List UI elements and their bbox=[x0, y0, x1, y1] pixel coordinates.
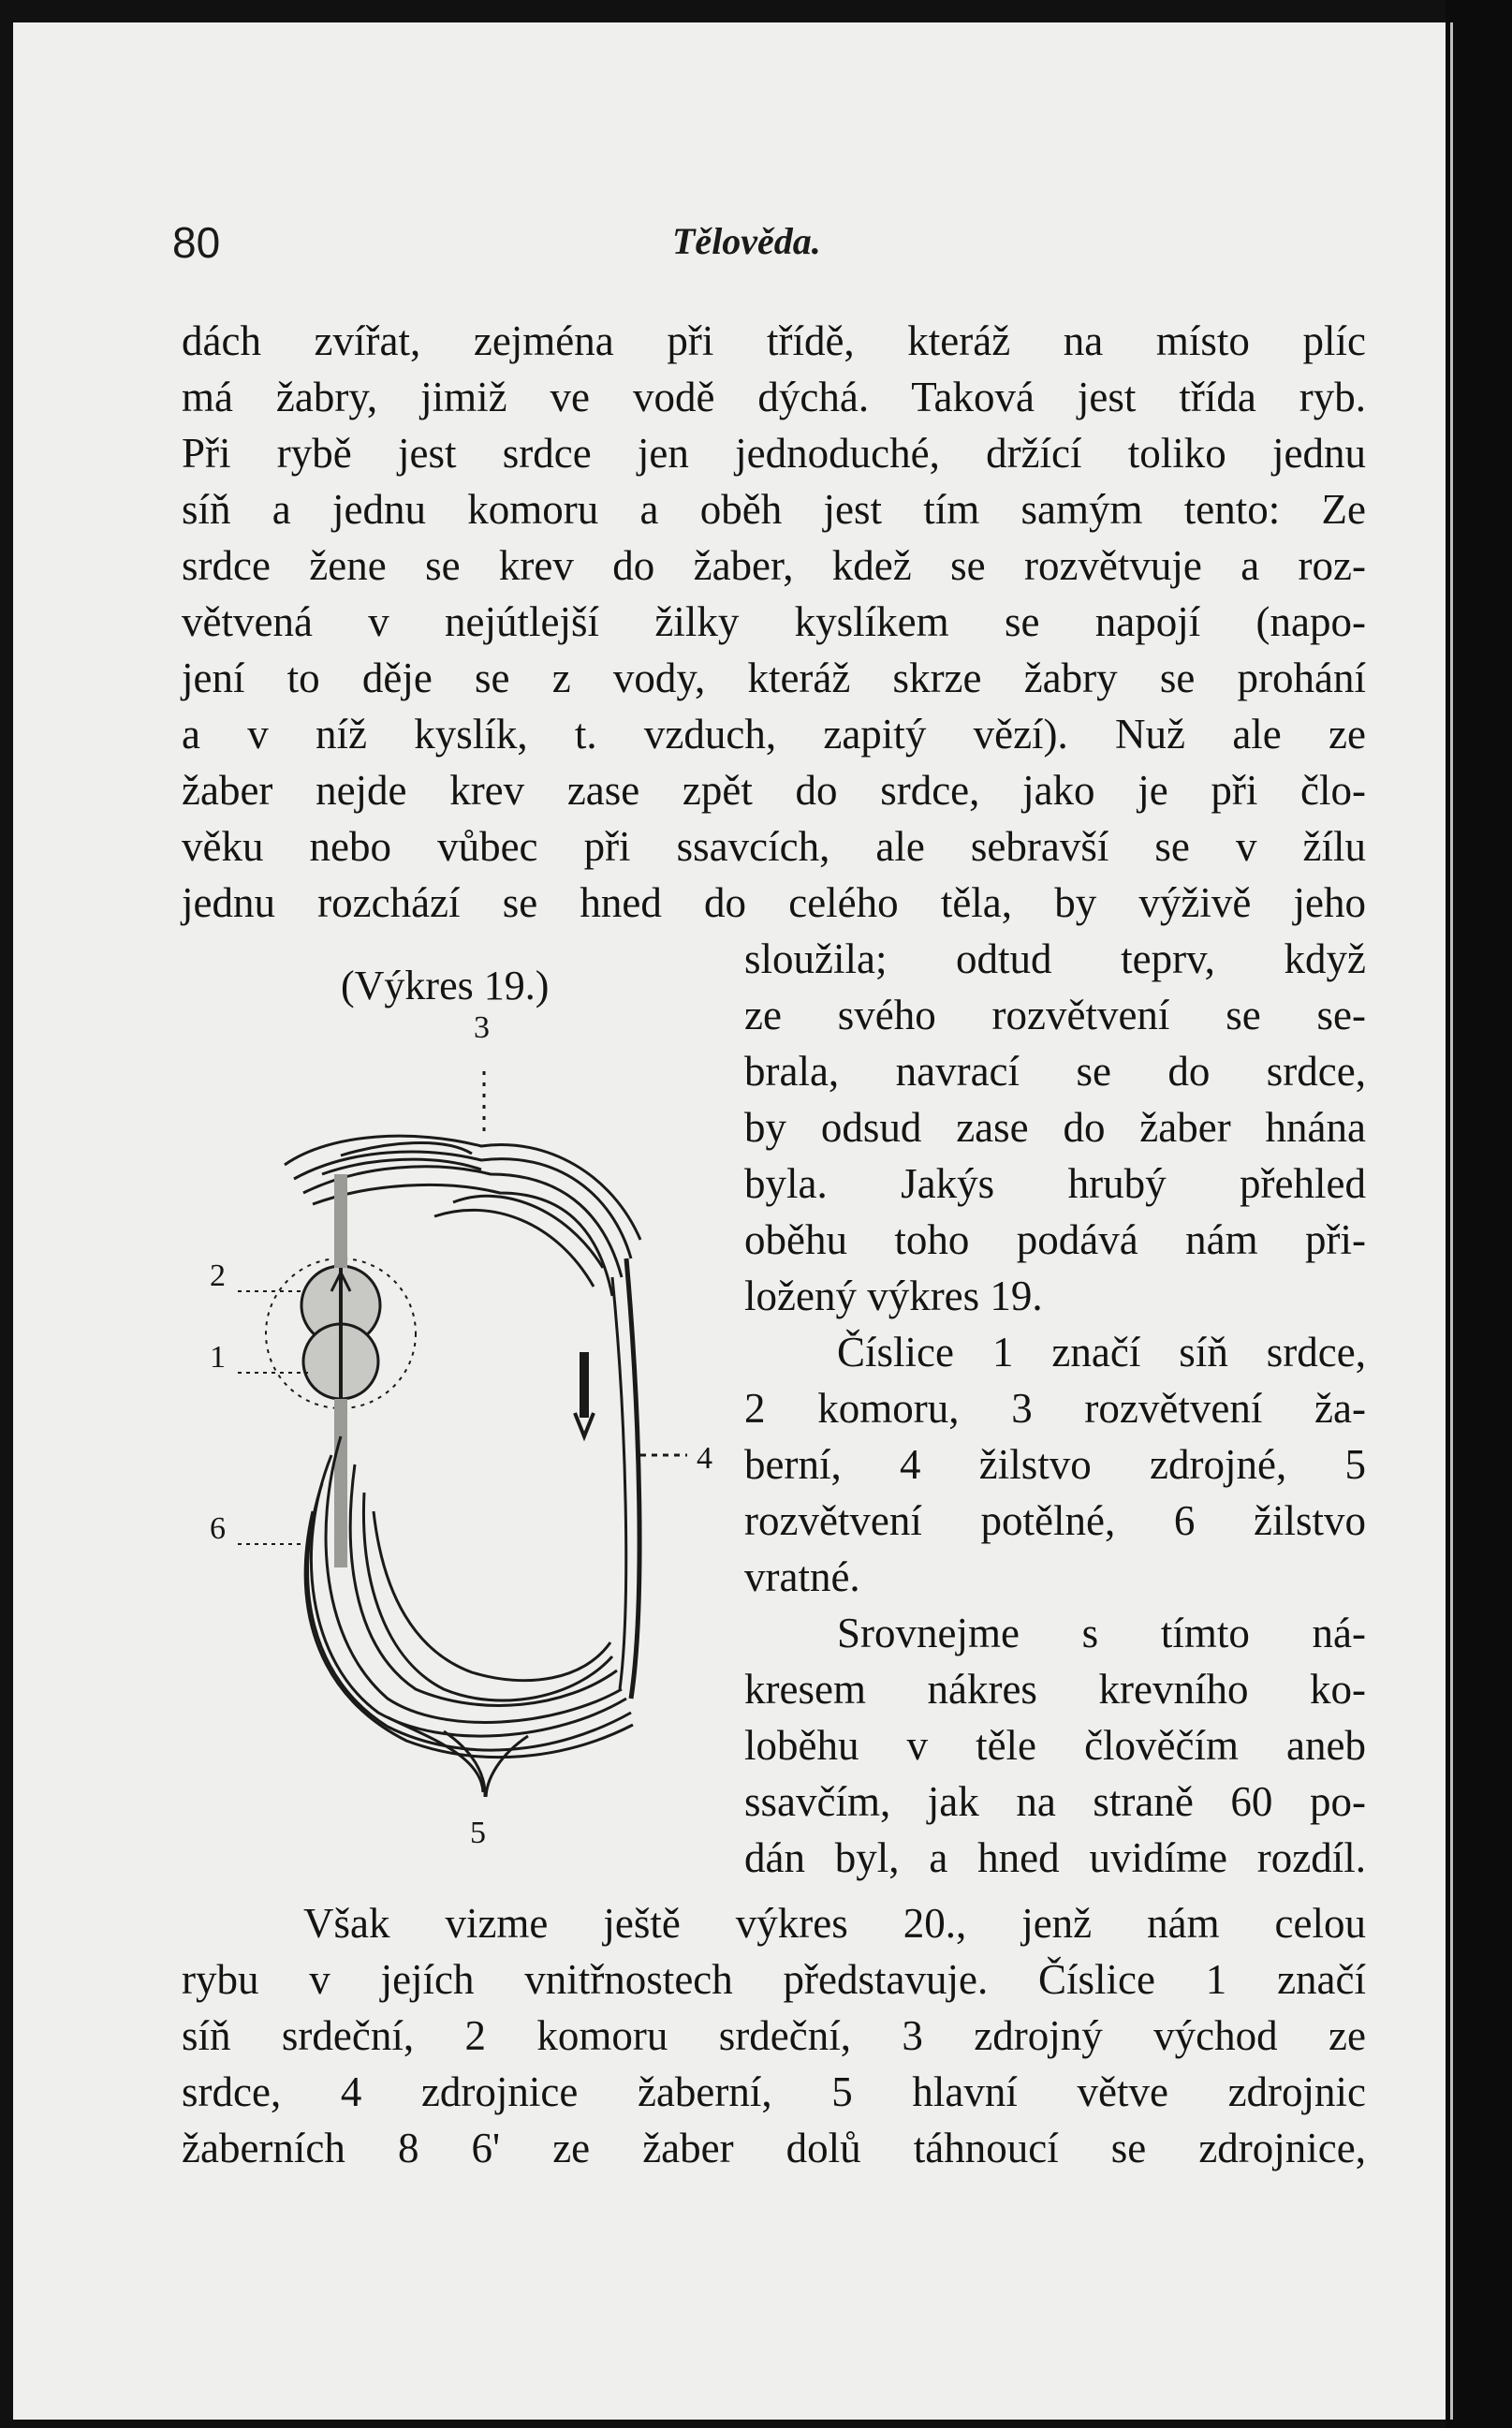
page-number: 80 bbox=[172, 218, 221, 267]
figure-label-4: 4 bbox=[697, 1441, 712, 1476]
body-branching bbox=[305, 1436, 633, 1797]
text-line: byla. Jakýs hrubý přehled bbox=[744, 1160, 1366, 1207]
figure-label-1: 1 bbox=[210, 1340, 226, 1375]
text-line: dách zvířat, zejména při třídě, kteráž na místo plíc bbox=[182, 317, 1366, 364]
text-line: Však vizme ještě výkres 20., jenž nám celou bbox=[303, 1900, 1366, 1947]
text-line: sloužila; odtud teprv, když bbox=[744, 935, 1366, 982]
dorsal-vessel bbox=[626, 1258, 639, 1699]
figure-label-6: 6 bbox=[210, 1511, 226, 1546]
text-line: kresem nákres krevního ko- bbox=[744, 1666, 1366, 1713]
running-title: Tělověda. bbox=[672, 220, 821, 262]
dorsal-vessel-inner bbox=[612, 1277, 626, 1689]
book-page bbox=[13, 22, 1446, 2420]
text-line: brala, navrací se do srdce, bbox=[744, 1048, 1366, 1095]
text-line: dán byl, a hned uvidíme rozdíl. bbox=[744, 1834, 1366, 1881]
page-edge-line bbox=[1450, 22, 1453, 2420]
text-line: jednu rozchází se hned do celého těla, by výživě jeho bbox=[182, 879, 1366, 926]
text-line: loběhu v těle člověčím aneb bbox=[744, 1722, 1366, 1769]
text-line: věku nebo vůbec při ssavcích, ale sebravší se v žílu bbox=[182, 823, 1366, 870]
figure-caption: (Výkres 19.) bbox=[341, 963, 550, 1008]
text-line: vratné. bbox=[744, 1553, 860, 1600]
text-line: rybu v jejích vnitřnostech představuje. Číslice 1 značí bbox=[182, 1956, 1366, 2003]
text-line: a v níž kyslík, t. vzduch, zapitý vězí). Nuž ale ze bbox=[182, 711, 1366, 758]
text-line: by odsud zase do žaber hnána bbox=[744, 1104, 1366, 1151]
figure-label-3: 3 bbox=[474, 1010, 490, 1045]
text-line: žaber nejde krev zase zpět do srdce, jako je při člo- bbox=[182, 767, 1366, 814]
text-line: berní, 4 žilstvo zdrojné, 5 bbox=[744, 1441, 1366, 1488]
text-line: síň a jednu komoru a oběh jest tím samým tento: Ze bbox=[182, 486, 1366, 533]
text-line: ložený výkres 19. bbox=[744, 1273, 1043, 1319]
text-line: síň srdeční, 2 komoru srdeční, 3 zdrojný východ ze bbox=[182, 2012, 1366, 2059]
text-line: srdce žene se krev do žaber, kdež se rozvětvuje a roz- bbox=[182, 542, 1366, 589]
figure-label-2: 2 bbox=[210, 1258, 226, 1293]
text-line: jení to děje se z vody, kteráž skrze žabry se prohání bbox=[182, 655, 1366, 701]
page-header bbox=[13, 217, 1446, 273]
text-line: ssavčím, jak na straně 60 po- bbox=[744, 1778, 1366, 1825]
text-line: srdce, 4 zdrojnice žaberní, 5 hlavní větve zdrojnic bbox=[182, 2068, 1366, 2115]
text-line: ze svého rozvětvení se se- bbox=[744, 992, 1366, 1038]
text-line: má žabry, jimiž ve vodě dýchá. Taková jest třída ryb. bbox=[182, 374, 1366, 420]
text-line: rozvětvení potělné, 6 žilstvo bbox=[744, 1497, 1366, 1544]
text-line: Číslice 1 značí síň srdce, bbox=[837, 1329, 1366, 1376]
text-line: žaberních 8 6' ze žaber dolů táhnoucí se zdrojnice, bbox=[182, 2125, 1366, 2171]
figure-label-5: 5 bbox=[470, 1816, 486, 1850]
text-line: 2 komoru, 3 rozvětvení ža- bbox=[744, 1385, 1366, 1432]
circulation-diagram bbox=[200, 1043, 687, 1811]
text-line: oběhu toho podává nám při- bbox=[744, 1216, 1366, 1263]
text-line: Srovnejme s tímto ná- bbox=[837, 1610, 1366, 1656]
scan-edge-dark bbox=[1446, 0, 1512, 2428]
text-line: Při rybě jest srdce jen jednoduché, držící toliko jednu bbox=[182, 430, 1366, 477]
text-line: větvená v nejútlejší žilky kyslíkem se napojí (napo- bbox=[182, 598, 1366, 645]
